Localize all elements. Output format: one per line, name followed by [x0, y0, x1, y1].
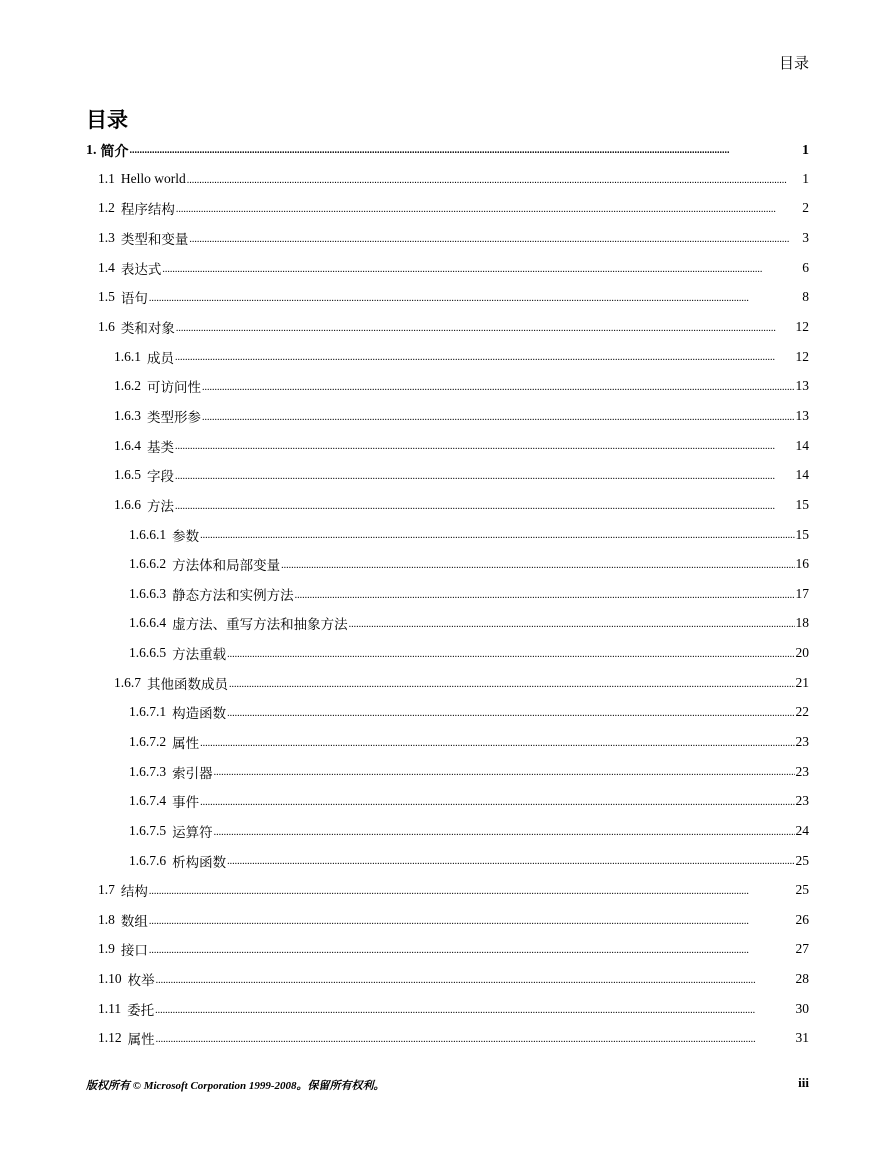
- toc-entry-page: 25: [795, 852, 809, 868]
- toc-entry-title: 属性: [127, 1032, 155, 1048]
- toc-entry[interactable]: [86, 520, 809, 550]
- toc-dot-leader: [149, 294, 801, 304]
- toc-entry-number: 1.6.5: [114, 467, 141, 483]
- toc-entry-page: 15: [795, 496, 809, 512]
- toc-entry-page: 16: [795, 556, 809, 572]
- toc-entry-page: 25: [795, 882, 809, 898]
- toc-entry-number: 1.5: [98, 289, 115, 305]
- toc-entry[interactable]: [86, 727, 809, 757]
- toc-dot-leader: [176, 324, 795, 334]
- toc-entry[interactable]: [86, 253, 809, 283]
- toc-dot-leader: [214, 768, 795, 778]
- toc-list: [86, 138, 809, 1053]
- toc-dot-leader: [349, 620, 795, 630]
- toc-entry-title: 事件: [172, 795, 200, 811]
- toc-entry-title: 参数: [172, 528, 200, 544]
- toc-dot-leader: [281, 561, 794, 571]
- toc-entry[interactable]: [86, 905, 809, 935]
- toc-entry-number: 1.1: [98, 170, 115, 186]
- toc-entry-number: 1.9: [98, 941, 115, 957]
- toc-entry-title: 程序结构: [120, 202, 175, 218]
- footer-copyright: 版权所有 © Microsoft Corporation 1999-2008。保留所有权利。: [86, 1080, 385, 1092]
- toc-entry[interactable]: [86, 757, 809, 787]
- toc-entry-title: 语句: [120, 291, 148, 307]
- toc-entry[interactable]: [86, 549, 809, 579]
- toc-dot-leader: [200, 531, 794, 541]
- toc-entry-number: 1.6.6.1: [129, 526, 167, 542]
- toc-entry[interactable]: [86, 786, 809, 816]
- toc-entry-number: 1.6.7.4: [129, 793, 167, 809]
- toc-dot-leader: [200, 798, 794, 808]
- toc-entry[interactable]: [86, 431, 809, 461]
- toc-entry-number: 1.6.6.3: [129, 585, 167, 601]
- toc-dot-leader: [227, 650, 794, 660]
- toc-entry-page: 23: [795, 763, 809, 779]
- toc-entry[interactable]: [86, 935, 809, 965]
- toc-entry-page: 12: [795, 319, 809, 335]
- toc-entry-number: 1.3: [98, 230, 115, 246]
- toc-dot-leader: [149, 917, 795, 927]
- toc-entry-title: 静态方法和实例方法: [172, 587, 294, 603]
- toc-entry-title: 其他函数成员: [147, 676, 228, 692]
- toc-entry[interactable]: [86, 164, 809, 194]
- toc-entry-title: 表达式: [120, 261, 162, 277]
- toc-entry-title: 简介: [100, 145, 129, 160]
- toc-dot-leader: [155, 1006, 794, 1016]
- toc-entry-title: 接口: [120, 943, 148, 959]
- toc-entry[interactable]: [86, 283, 809, 313]
- toc-entry[interactable]: [86, 609, 809, 639]
- toc-entry-page: 23: [795, 793, 809, 809]
- toc-dot-leader: [227, 709, 794, 719]
- toc-dot-leader: [202, 383, 795, 393]
- toc-entry-title: 成员: [147, 350, 174, 366]
- toc-entry[interactable]: [86, 342, 809, 372]
- toc-entry-page: 17: [795, 585, 809, 601]
- toc-entry-title: 属性: [172, 735, 200, 751]
- toc-entry[interactable]: [86, 371, 809, 401]
- toc-entry[interactable]: [86, 1024, 809, 1054]
- toc-entry[interactable]: [86, 490, 809, 520]
- toc-entry-number: 1.6.3: [114, 407, 141, 423]
- toc-dot-leader: [229, 680, 795, 690]
- toc-entry-title: 类和对象: [120, 321, 175, 337]
- toc-entry-title: 结构: [120, 884, 148, 900]
- toc-dot-leader: [214, 828, 795, 838]
- toc-entry-number: 1.8: [98, 911, 115, 927]
- toc-entry[interactable]: [86, 846, 809, 876]
- toc-dot-leader: [156, 1035, 795, 1045]
- toc-entry-page: 27: [795, 941, 809, 957]
- toc-dot-leader: [176, 205, 801, 215]
- toc-entry-page: 23: [795, 733, 809, 749]
- toc-entry-number: 1.6.6.2: [129, 556, 167, 572]
- toc-entry-page: 20: [795, 645, 809, 661]
- toc-entry-number: 1.6: [98, 319, 115, 335]
- toc-entry-page: 13: [795, 407, 809, 423]
- toc-entry-title: 虚方法、重写方法和抽象方法: [172, 617, 348, 633]
- toc-entry-number: 1.4: [98, 259, 115, 275]
- toc-entry-number: 1.6.4: [114, 437, 141, 453]
- toc-dot-leader: [156, 976, 795, 986]
- toc-entry-page: 31: [795, 1030, 809, 1046]
- toc-entry-page: 1: [802, 143, 809, 158]
- toc-entry-number: 1.6.6.5: [129, 645, 167, 661]
- toc-entry-number: 1.11: [98, 1000, 122, 1016]
- toc-entry-number: 1.6.7.5: [129, 822, 167, 838]
- toc-entry-title: 方法: [147, 498, 174, 514]
- toc-entry-number: 1.10: [98, 971, 122, 987]
- toc-entry[interactable]: [86, 579, 809, 609]
- toc-dot-leader: [295, 591, 795, 601]
- toc-heading: 目录: [86, 108, 128, 132]
- toc-entry-title: 运算符: [172, 824, 213, 840]
- toc-entry[interactable]: [86, 138, 809, 164]
- toc-entry[interactable]: [86, 668, 809, 698]
- toc-entry-page: 30: [795, 1000, 809, 1016]
- toc-entry-number: 1.6.1: [114, 348, 141, 364]
- toc-entry-page: 15: [795, 526, 809, 542]
- toc-dot-leader: [149, 946, 795, 956]
- toc-entry[interactable]: [86, 312, 809, 342]
- toc-entry-title: 构造函数: [172, 706, 227, 722]
- toc-entry-number: 1.6.7.3: [129, 763, 167, 779]
- toc-entry-number: 1.6.6.4: [129, 615, 167, 631]
- toc-entry-title: 可访问性: [147, 380, 201, 396]
- toc-dot-leader: [175, 353, 795, 363]
- toc-entry[interactable]: [86, 698, 809, 728]
- toc-entry-number: 1.: [86, 143, 97, 158]
- toc-dot-leader: [202, 413, 795, 423]
- toc-entry-page: 6: [802, 259, 809, 275]
- toc-dot-leader: [162, 265, 801, 275]
- toc-dot-leader: [187, 176, 802, 186]
- toc-entry-title: 方法体和局部变量: [172, 558, 281, 574]
- toc-entry-page: 26: [795, 911, 809, 927]
- toc-dot-leader: [130, 146, 802, 156]
- toc-entry-page: 3: [802, 230, 809, 246]
- toc-entry-title: Hello world: [120, 170, 186, 186]
- toc-entry-title: 类型形参: [147, 409, 201, 425]
- toc-entry[interactable]: [86, 816, 809, 846]
- toc-dot-leader: [189, 235, 801, 245]
- toc-entry-page: 18: [795, 615, 809, 631]
- toc-entry-page: 24: [795, 822, 809, 838]
- toc-entry-title: 析构函数: [172, 854, 227, 870]
- toc-dot-leader: [200, 739, 794, 749]
- toc-entry-page: 2: [802, 200, 809, 216]
- footer-page-number: iii: [798, 1075, 809, 1090]
- toc-dot-leader: [175, 442, 795, 452]
- toc-entry-page: 1: [802, 170, 809, 186]
- toc-entry-page: 13: [795, 378, 809, 394]
- toc-entry[interactable]: [86, 994, 809, 1024]
- toc-dot-leader: [175, 502, 795, 512]
- toc-entry[interactable]: [86, 964, 809, 994]
- toc-entry[interactable]: [86, 638, 809, 668]
- toc-entry-number: 1.2: [98, 200, 115, 216]
- toc-entry[interactable]: [86, 194, 809, 224]
- toc-entry-page: 8: [802, 289, 809, 305]
- toc-entry-page: 21: [795, 674, 809, 690]
- toc-entry-title: 类型和变量: [120, 232, 189, 248]
- toc-entry-number: 1.6.7.2: [129, 733, 167, 749]
- toc-entry-number: 1.6.2: [114, 378, 141, 394]
- toc-entry-page: 28: [795, 971, 809, 987]
- toc-entry-number: 1.6.7: [114, 674, 141, 690]
- toc-entry-number: 1.6.7.1: [129, 704, 167, 720]
- toc-entry[interactable]: [86, 460, 809, 490]
- toc-dot-leader: [175, 472, 795, 482]
- toc-dot-leader: [227, 857, 794, 867]
- toc-entry-number: 1.12: [98, 1030, 122, 1046]
- toc-entry[interactable]: [86, 875, 809, 905]
- toc-entry-title: 委托: [127, 1002, 155, 1018]
- toc-entry-title: 字段: [147, 469, 174, 485]
- toc-entry-title: 方法重载: [172, 647, 227, 663]
- toc-entry-number: 1.7: [98, 882, 115, 898]
- toc-entry-number: 1.6.6: [114, 496, 141, 512]
- toc-entry-page: 14: [795, 467, 809, 483]
- toc-entry-title: 索引器: [172, 765, 213, 781]
- toc-entry-title: 枚举: [127, 973, 155, 989]
- toc-entry[interactable]: [86, 223, 809, 253]
- toc-entry-title: 基类: [147, 439, 174, 455]
- toc-entry-title: 数组: [120, 913, 148, 929]
- toc-entry-page: 12: [795, 348, 809, 364]
- running-header: 目录: [778, 56, 809, 72]
- toc-entry-page: 22: [795, 704, 809, 720]
- toc-dot-leader: [149, 887, 795, 897]
- toc-entry-number: 1.6.7.6: [129, 852, 167, 868]
- toc-entry[interactable]: [86, 401, 809, 431]
- toc-entry-page: 14: [795, 437, 809, 453]
